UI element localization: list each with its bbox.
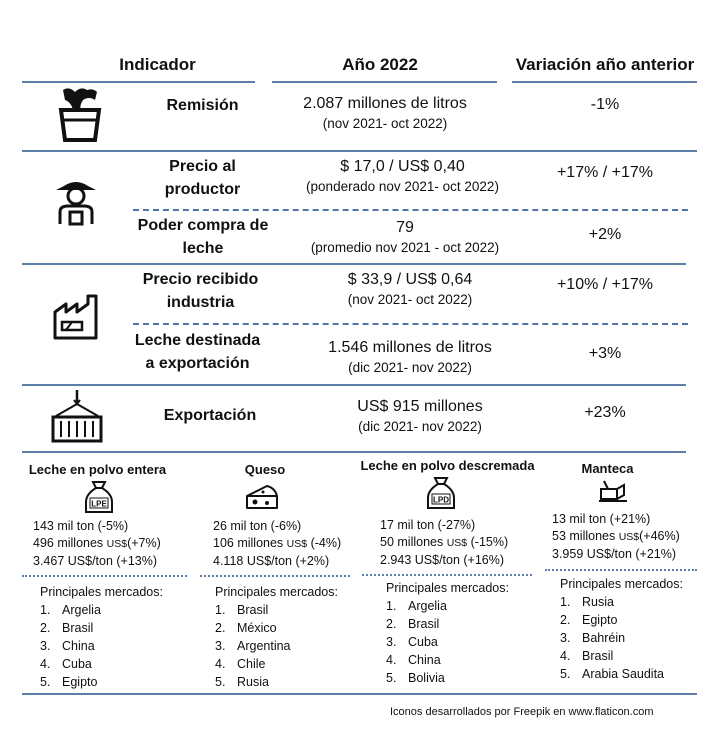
rule-after-remision — [22, 150, 697, 152]
list-item: 1. Rusia — [560, 595, 614, 609]
row-poder-compra-variation: +2% — [588, 226, 622, 243]
product-queso-stat-value-unit: US$ — [286, 538, 308, 550]
row-poder-compra-label-l1: Poder compra de — [137, 217, 269, 234]
product-manteca-title: Manteca — [581, 461, 634, 476]
container-crane-icon — [50, 390, 105, 445]
product-lpd-stat-price: 2.943 US$/ton (+16%) — [380, 553, 505, 567]
rule-dashed-industria — [133, 323, 688, 325]
product-lpd-stat-value-tail: (-15%) — [467, 535, 509, 549]
product-lpd-markets-title: Principales mercados: — [386, 581, 509, 595]
list-item: 5. Egipto — [40, 675, 98, 689]
product-lpe-stats — [33, 518, 198, 570]
header-variacion: Variación año anterior — [515, 55, 695, 74]
rule-after-exportacion — [22, 451, 686, 453]
bottom-rule — [22, 693, 697, 695]
row-precio-productor-label — [140, 155, 265, 201]
row-poder-compra-amount: 79 — [396, 219, 414, 236]
row-precio-industria-amount: $ 33,9 / US$ 0,64 — [347, 271, 473, 288]
list-item: 1. Brasil — [215, 603, 269, 617]
row-precio-industria-variation: +10% / +17% — [556, 276, 654, 293]
lpd-bag-label: LPD — [433, 495, 449, 505]
list-item: 4. Brasil — [560, 649, 614, 663]
list-item: 4. Chile — [215, 657, 266, 671]
product-lpe-title: Leche en polvo entera — [28, 462, 167, 477]
product-manteca-markets — [560, 577, 700, 683]
list-item: 2. México — [215, 621, 277, 635]
product-manteca-stats — [552, 511, 702, 563]
row-precio-industria-label-l1: Precio recibido — [142, 271, 259, 288]
product-lpe-stat-value-main: 496 millones — [33, 536, 107, 550]
row-exportacion-label: Exportación — [163, 407, 257, 424]
product-manteca-markets-title: Principales mercados: — [560, 577, 683, 591]
list-item: 4. China — [386, 653, 441, 667]
farmer-icon — [52, 178, 100, 226]
row-remision-variation: -1% — [590, 96, 620, 113]
row-leche-exportacion-amount: 1.546 millones de litros — [328, 339, 492, 356]
header-rule-2 — [272, 81, 497, 83]
row-precio-industria-label-l2: industria — [166, 294, 235, 311]
rule-after-poder-compra — [22, 263, 686, 265]
row-precio-productor-label-l1: Precio al — [169, 158, 236, 175]
product-lpe-stat-volume: 143 mil ton (-5%) — [33, 519, 129, 533]
product-manteca-stat-price: 3.959 US$/ton (+21%) — [552, 547, 677, 561]
row-exportacion-period: (dic 2021- nov 2022) — [358, 419, 482, 434]
product-queso-divider — [200, 575, 350, 577]
product-lpe-markets-title: Principales mercados: — [40, 585, 163, 599]
milk-powder-bag-icon — [84, 480, 114, 514]
row-precio-industria-label — [133, 268, 268, 314]
product-lpd-stat-value-main: 50 millones — [380, 535, 447, 549]
row-remision-value — [285, 94, 485, 134]
row-poder-compra-value — [290, 218, 520, 258]
product-lpd-stat-value-unit: US$ — [446, 537, 468, 549]
rule-dashed-productor — [133, 209, 688, 211]
list-item: 1. Argelia — [386, 599, 447, 613]
list-item: 2. Brasil — [40, 621, 94, 635]
row-precio-productor-value — [285, 157, 520, 197]
row-precio-productor-amount: $ 17,0 / US$ 0,40 — [340, 158, 465, 175]
row-exportacion-amount: US$ 915 millones — [357, 398, 483, 415]
product-queso-title: Queso — [244, 462, 286, 477]
list-item: 5. Bolivia — [386, 671, 445, 685]
milk-powder-bag-icon — [426, 476, 456, 510]
product-lpe-stat-value-tail: (+7%) — [127, 536, 161, 550]
product-lpd-markets — [386, 581, 536, 687]
product-queso-stat-value — [213, 535, 363, 553]
product-queso-stat-value-tail: (-4%) — [307, 536, 342, 550]
footer-credit: Iconos desarrollados por Freepik en www.flaticon.com — [390, 706, 654, 718]
row-precio-productor-period: (ponderado nov 2021- oct 2022) — [306, 179, 499, 194]
product-manteca-stat-value-main: 53 millones — [552, 529, 619, 543]
list-item: 2. Brasil — [386, 617, 440, 631]
row-remision-period: (nov 2021- oct 2022) — [322, 116, 448, 131]
product-queso-stat-value-main: 106 millones — [213, 536, 287, 550]
product-lpd-stats — [380, 517, 540, 569]
row-precio-productor-variation: +17% / +17% — [556, 164, 654, 181]
butter-icon — [598, 479, 628, 505]
product-lpd-divider — [362, 574, 532, 576]
cheese-icon — [245, 484, 279, 512]
list-item: 3. Cuba — [386, 635, 438, 649]
product-lpe-divider — [22, 575, 187, 577]
row-exportacion-variation: +23% — [584, 404, 626, 421]
list-item: 3. Bahréin — [560, 631, 626, 645]
header-rule-1 — [22, 81, 255, 83]
row-precio-productor-label-l2: productor — [164, 181, 241, 198]
product-queso-markets-title: Principales mercados: — [215, 585, 338, 599]
product-lpe-stat-value — [33, 535, 198, 553]
list-item: 3. Argentina — [215, 639, 291, 653]
row-leche-exportacion-label-l1: Leche destinada — [134, 332, 261, 349]
row-poder-compra-period: (promedio nov 2021 - oct 2022) — [310, 240, 500, 255]
row-precio-industria-value — [310, 270, 510, 310]
row-leche-exportacion-value — [310, 338, 510, 378]
row-remision-amount: 2.087 millones de litros — [303, 95, 467, 112]
product-lpd-title: Leche en polvo descremada — [360, 458, 535, 473]
product-lpe-stat-price: 3.467 US$/ton (+13%) — [33, 554, 158, 568]
product-lpd-stat-value — [380, 534, 540, 552]
row-leche-exportacion-variation: +3% — [588, 345, 622, 362]
list-item: 5. Rusia — [215, 675, 269, 689]
list-item: 5. Arabia Saudita — [560, 667, 665, 681]
product-queso-stats — [213, 518, 363, 570]
product-queso-markets — [215, 585, 365, 691]
row-poder-compra-label — [133, 214, 273, 260]
row-exportacion-value — [320, 397, 520, 437]
product-manteca-stat-volume: 13 mil ton (+21%) — [552, 512, 651, 526]
product-manteca-stat-value-unit: US$ — [618, 531, 640, 543]
header-indicador: Indicador — [119, 55, 196, 74]
product-lpe-stat-value-unit: US$ — [106, 538, 128, 550]
row-leche-exportacion-period: (dic 2021- nov 2022) — [348, 360, 472, 375]
row-leche-exportacion-label-l2: a exportación — [145, 355, 250, 372]
milk-bucket-icon — [55, 86, 105, 144]
rule-after-leche-exportacion — [22, 384, 686, 386]
row-remision-label: Remisión — [166, 97, 239, 114]
product-lpd-stat-volume: 17 mil ton (-27%) — [380, 518, 476, 532]
list-item: 4. Cuba — [40, 657, 92, 671]
product-lpe-markets — [40, 585, 190, 691]
header-rule-3 — [512, 81, 697, 83]
product-manteca-stat-value-tail: (+46%) — [639, 529, 680, 543]
list-item: 1. Argelia — [40, 603, 101, 617]
row-leche-exportacion-label — [130, 329, 265, 375]
factory-icon — [52, 292, 102, 340]
row-precio-industria-period: (nov 2021- oct 2022) — [347, 292, 473, 307]
header-anio: Año 2022 — [342, 55, 418, 74]
product-queso-stat-price: 4.118 US$/ton (+2%) — [213, 554, 330, 568]
lpe-bag-label: LPE — [91, 499, 107, 509]
product-queso-stat-volume: 26 mil ton (-6%) — [213, 519, 302, 533]
row-poder-compra-label-l2: leche — [182, 240, 224, 257]
product-manteca-divider — [545, 569, 697, 571]
product-manteca-stat-value — [552, 528, 702, 546]
list-item: 3. China — [40, 639, 95, 653]
list-item: 2. Egipto — [560, 613, 618, 627]
